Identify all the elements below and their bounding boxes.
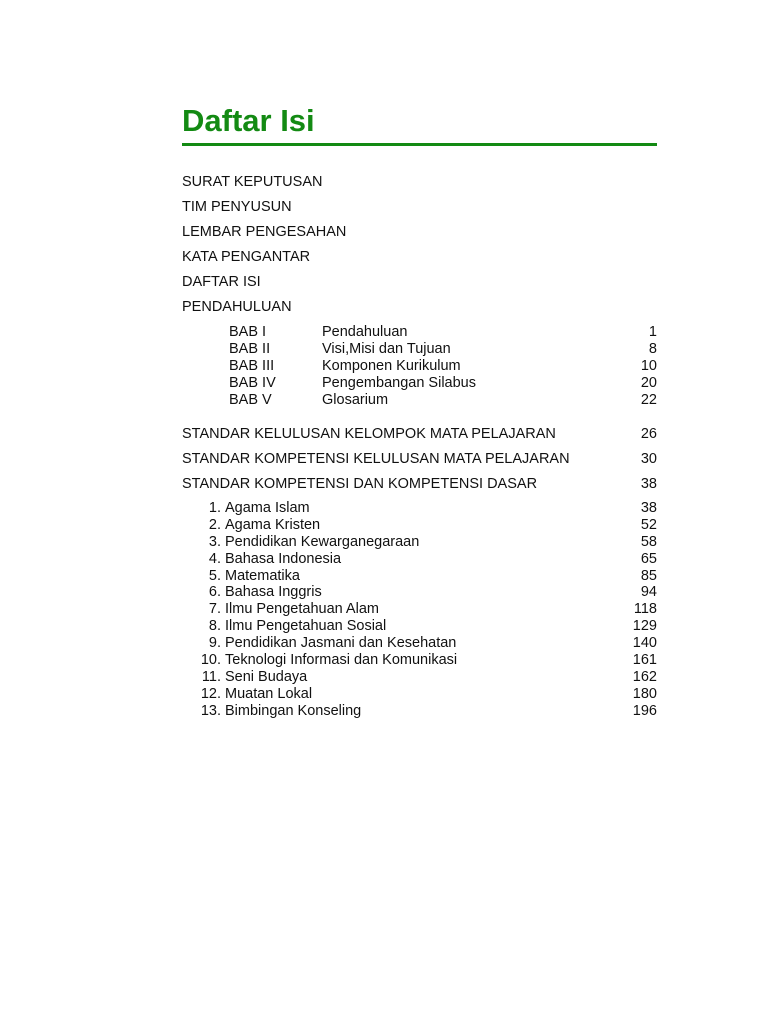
subject-number: 8. bbox=[208, 618, 221, 635]
standard-title: STANDAR KOMPETENSI DAN KOMPETENSI DASAR bbox=[182, 476, 538, 492]
page-number: 52 bbox=[640, 516, 657, 533]
subject-number: 13. bbox=[200, 702, 221, 719]
subject-row bbox=[182, 551, 657, 568]
subject-number: 10. bbox=[200, 652, 221, 669]
page-number: 118 bbox=[633, 601, 657, 618]
chapter-title: Visi,Misi dan Tujuan bbox=[322, 340, 451, 357]
page-number: 196 bbox=[632, 702, 657, 719]
page-number: 1 bbox=[648, 324, 657, 340]
subject-title: Bahasa Inggris bbox=[225, 584, 322, 601]
subject-row bbox=[182, 517, 657, 534]
page-number: 180 bbox=[632, 685, 657, 702]
subject-number: 1. bbox=[208, 500, 221, 516]
chapter-number: BAB IV bbox=[229, 374, 276, 391]
chapter-number: BAB V bbox=[229, 391, 272, 408]
page-number: 22 bbox=[640, 391, 657, 408]
chapter-title: Komponen Kurikulum bbox=[322, 357, 461, 374]
front-matter-item: KATA PENGANTAR bbox=[182, 249, 311, 265]
page-number: 65 bbox=[640, 550, 657, 567]
subject-row bbox=[182, 534, 657, 551]
page-number: 26 bbox=[640, 426, 657, 442]
page-number: 58 bbox=[640, 533, 657, 550]
subject-row bbox=[182, 686, 657, 703]
subject-row bbox=[182, 568, 657, 585]
subject-number: 5. bbox=[208, 567, 221, 584]
subject-number: 11. bbox=[201, 668, 221, 685]
subject-title: Muatan Lokal bbox=[225, 685, 313, 702]
front-matter-item: LEMBAR PENGESAHAN bbox=[182, 224, 347, 240]
page-number: 38 bbox=[640, 500, 657, 516]
standard-title: STANDAR KOMPETENSI KELULUSAN MATA PELAJARAN bbox=[182, 451, 570, 467]
page-number: 129 bbox=[632, 618, 657, 635]
page-number: 10 bbox=[640, 357, 657, 374]
subject-number: 3. bbox=[208, 533, 221, 550]
subject-title: Ilmu Pengetahuan Sosial bbox=[225, 618, 387, 635]
front-matter-list bbox=[182, 170, 657, 320]
chapter-title: Pendahuluan bbox=[322, 324, 408, 340]
chapter-number: BAB II bbox=[229, 340, 271, 357]
subject-number: 2. bbox=[208, 516, 221, 533]
subject-number: 7. bbox=[208, 601, 221, 618]
subject-title: Agama Kristen bbox=[225, 516, 321, 533]
front-matter-item: TIM PENYUSUN bbox=[182, 199, 292, 215]
page-number: 162 bbox=[632, 668, 657, 685]
subject-row bbox=[182, 652, 657, 669]
standards-list bbox=[182, 422, 657, 497]
subject-title: Teknologi Informasi dan Komunikasi bbox=[225, 652, 458, 669]
chapter-title: Glosarium bbox=[322, 391, 389, 408]
chapter-row bbox=[229, 324, 657, 341]
subject-title: Ilmu Pengetahuan Alam bbox=[225, 601, 379, 618]
title-rule bbox=[182, 143, 657, 146]
chapter-list bbox=[229, 324, 657, 408]
subject-row bbox=[182, 500, 657, 517]
chapter-row bbox=[229, 358, 657, 375]
subject-row bbox=[182, 584, 657, 601]
subject-title: Matematika bbox=[225, 567, 300, 584]
subject-row bbox=[182, 669, 657, 686]
front-matter-item: PENDAHULUAN bbox=[182, 299, 292, 315]
standard-row bbox=[182, 447, 657, 472]
subject-number: 4. bbox=[208, 550, 221, 567]
subject-row bbox=[182, 601, 657, 618]
subject-number: 12. bbox=[200, 685, 221, 702]
front-matter-item: SURAT KEPUTUSAN bbox=[182, 174, 323, 190]
subject-row bbox=[182, 635, 657, 652]
subject-title: Pendidikan Jasmani dan Kesehatan bbox=[225, 635, 457, 652]
subject-title: Agama Islam bbox=[225, 500, 310, 516]
subject-list bbox=[182, 500, 657, 720]
standard-row bbox=[182, 472, 657, 497]
page-number: 140 bbox=[632, 635, 657, 652]
page-title: Daftar Isi bbox=[182, 103, 315, 138]
chapter-number: BAB III bbox=[229, 357, 275, 374]
subject-number: 9. bbox=[208, 635, 221, 652]
page-number: 161 bbox=[632, 652, 657, 669]
page-number: 30 bbox=[640, 451, 657, 467]
subject-row bbox=[182, 618, 657, 635]
page-number: 8 bbox=[648, 340, 657, 357]
chapter-title: Pengembangan Silabus bbox=[322, 374, 476, 391]
subject-title: Pendidikan Kewarganegaraan bbox=[225, 533, 420, 550]
page-number: 20 bbox=[640, 374, 657, 391]
chapter-number: BAB I bbox=[229, 324, 267, 340]
subject-title: Seni Budaya bbox=[225, 668, 308, 685]
subject-title: Bahasa Indonesia bbox=[225, 550, 342, 567]
page-number: 38 bbox=[640, 476, 657, 492]
page-number: 85 bbox=[640, 567, 657, 584]
front-matter-item: DAFTAR ISI bbox=[182, 274, 261, 290]
subject-number: 6. bbox=[208, 584, 221, 601]
subject-title: Bimbingan Konseling bbox=[225, 702, 362, 719]
chapter-row bbox=[229, 392, 657, 409]
chapter-row bbox=[229, 375, 657, 392]
page-number: 94 bbox=[640, 584, 657, 601]
standard-row bbox=[182, 422, 657, 447]
subject-row bbox=[182, 703, 657, 720]
chapter-row bbox=[229, 341, 657, 358]
standard-title: STANDAR KELULUSAN KELOMPOK MATA PELAJARAN bbox=[182, 426, 556, 442]
